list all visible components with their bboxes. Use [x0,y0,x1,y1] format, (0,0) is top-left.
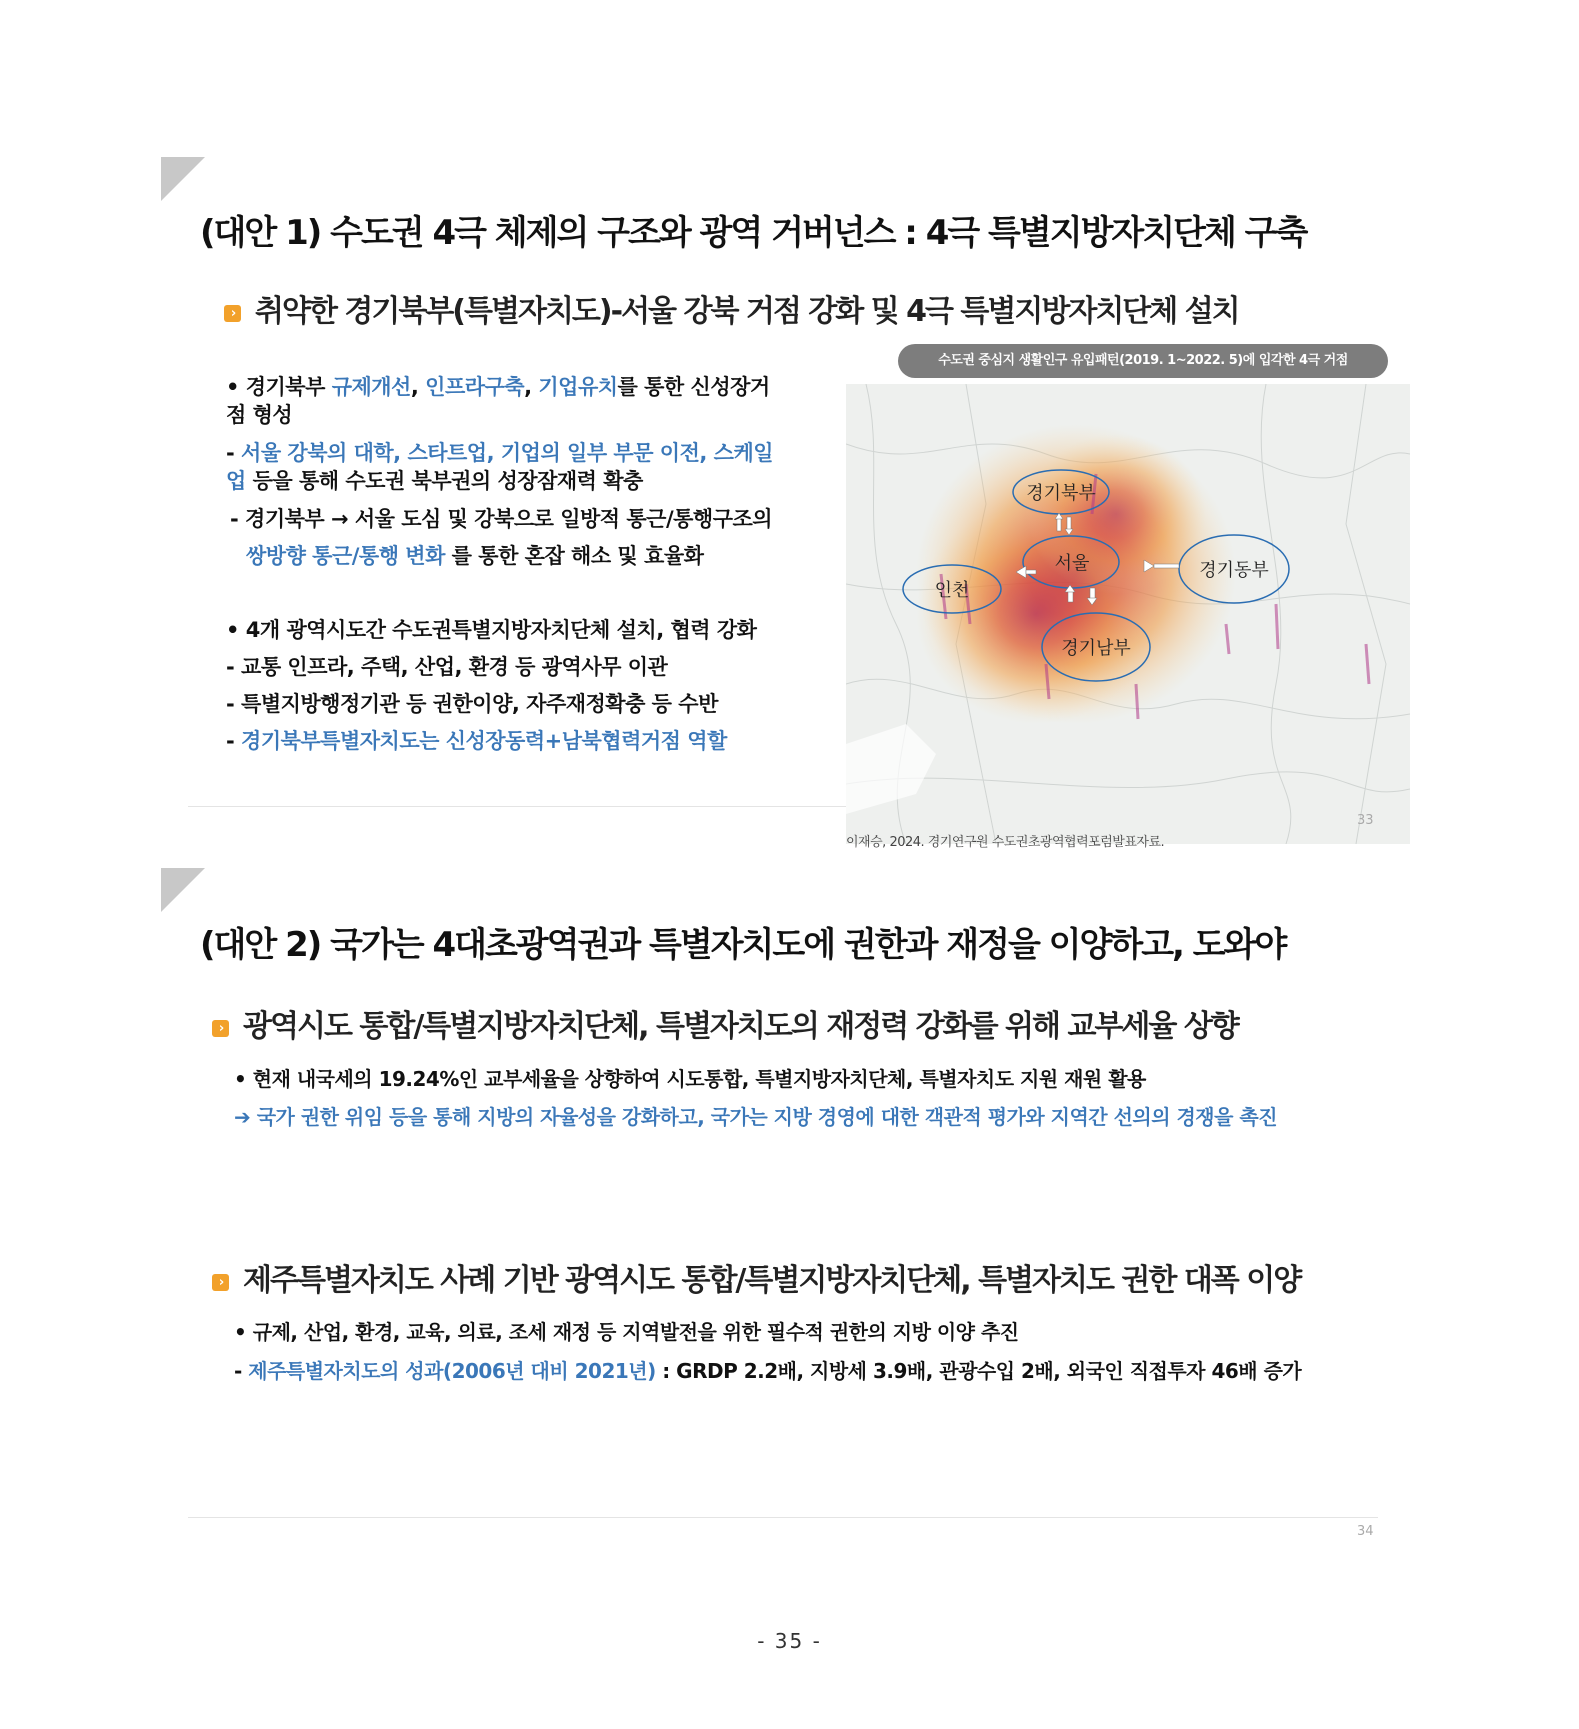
slide2-page-number: 34 [1357,1524,1374,1539]
text: - 특별지방행정기관 등 권한이양, 자주재정확충 등 수반 [226,692,718,716]
slide1-title: (대안 1) 수도권 4극 체제의 구조와 광역 거버넌스 : 4극 특별지방자치단체 구축 [200,213,1307,253]
highlight-text: 업 [226,469,246,493]
corner-triangle-icon [161,157,205,201]
text: • 현재 내국세의 19.24%인 교부세율을 상향하여 시도통합, 특별지방자치단체, 특별자치도 지원 재원 활용 [234,1067,1146,1091]
slide2-para-4 [234,1357,1374,1385]
text: 점 형성 [226,403,293,427]
highlight-text: 규제개선 [331,375,411,399]
slide2-para-1 [234,1065,1384,1093]
map-label-seoul: 서울 [1054,553,1090,574]
slide1-subtitle-text: 취약한 경기북부(특별자치도)-서울 강북 거점 강화 및 4극 특별지방자치단체 설치 [255,294,1239,329]
text: - [226,441,242,465]
map-label-east: 경기동부 [1199,560,1269,581]
text: • 규제, 산업, 환경, 교육, 의료, 조세 재정 등 지역발전을 위한 필수적 권한의 지방 이양 추진 [234,1320,1019,1344]
arrow-right-icon: ➔ [234,1105,251,1129]
map-label-north: 경기북부 [1026,483,1096,504]
slide2-subtitle-2 [212,1255,1300,1299]
text: - [234,1359,249,1383]
text: - 교통 인프라, 주택, 산업, 환경 등 광역사무 이관 [226,655,668,679]
corner-triangle-icon [161,868,205,912]
text-line [226,727,866,755]
slide1-bullet-2 [226,439,846,495]
highlight-text: 서울 강북의 대학, 스타트업, 기업의 일부 부문 이전, 스케일 [241,441,774,465]
text: - [226,729,242,753]
slide2-divider [188,1517,1378,1518]
slide1-page-number: 33 [1357,813,1374,828]
highlight-text: 쌍방향 통근/통행 변화 [246,544,445,568]
text: : GRDP 2.2배, 지방세 3.9배, 관광수입 2배, 외국인 직접투자 46배 증가 [655,1359,1302,1383]
text: • 경기북부 [226,375,332,399]
document-page-number: - 35 - [757,1629,822,1653]
slide1-bullet-1 [226,373,846,429]
map-caption: 수도권 중심지 생활인구 유입패턴(2019. 1~2022. 5)에 입각한 4극 거점 [898,344,1388,378]
slide2-subtitle-1 [212,1001,1238,1045]
text: • 4개 광역시도간 수도권특별지방자치단체 설치, 협력 강화 [226,618,757,642]
slide1-bullet-3 [230,505,870,579]
text: 국가 권한 위임 등을 통해 지방의 자율성을 강화하고, 국가는 지방 경영에 대한 객관적 평가와 지역간 선의의 경쟁을 촉진 [250,1105,1278,1129]
highlight-text: 경기북부특별자치도는 신성장동력+남북협력거점 역할 [241,729,727,753]
slide2-para-3 [234,1318,1384,1346]
highlight-text: 기업유치 [538,375,618,399]
map-source: 이재승, 2024. 경기연구원 수도권초광역협력포럼발표자료. [846,835,1165,850]
text: - 경기북부 → 서울 도심 및 강북으로 일방적 통근/통행구조의 [230,507,773,531]
map-label-incheon: 인천 [934,580,970,601]
map-label-south: 경기남부 [1061,638,1131,659]
slide2-subtitle-1-text: 광역시도 통합/특별지방자치단체, 특별자치도의 재정력 강화를 위해 교부세율 상향 [243,1009,1238,1044]
orange-chevron-bullet-icon: › [224,305,241,322]
slide1-divider [188,806,846,807]
text: 를 통한 신성장거 [617,375,770,399]
commute-flow-map [846,384,1410,844]
orange-chevron-bullet-icon: › [212,1020,229,1037]
map-graphic [846,384,1410,844]
slide2-para-2 [234,1103,1354,1131]
text: 등을 통해 수도권 북부권의 성장잠재력 확충 [245,469,643,493]
orange-chevron-bullet-icon: › [212,1274,229,1291]
highlight-text: 제주특별자치도의 성과(2006년 대비 2021년) [248,1359,656,1383]
slide2-subtitle-2-text: 제주특별자치도 사례 기반 광역시도 통합/특별지방자치단체, 특별자치도 권한 대폭 이양 [243,1263,1301,1298]
slide1-bullet-4 [226,616,866,755]
text: , [524,375,539,399]
text: , [410,375,426,399]
highlight-text: 인프라구축 [425,375,525,399]
slide1-subtitle [224,286,1239,330]
slide2-title: (대안 2) 국가는 4대초광역권과 특별자치도에 권한과 재정을 이양하고, 도와야 [200,925,1286,965]
text: 를 통한 혼잡 해소 및 효율화 [444,544,704,568]
